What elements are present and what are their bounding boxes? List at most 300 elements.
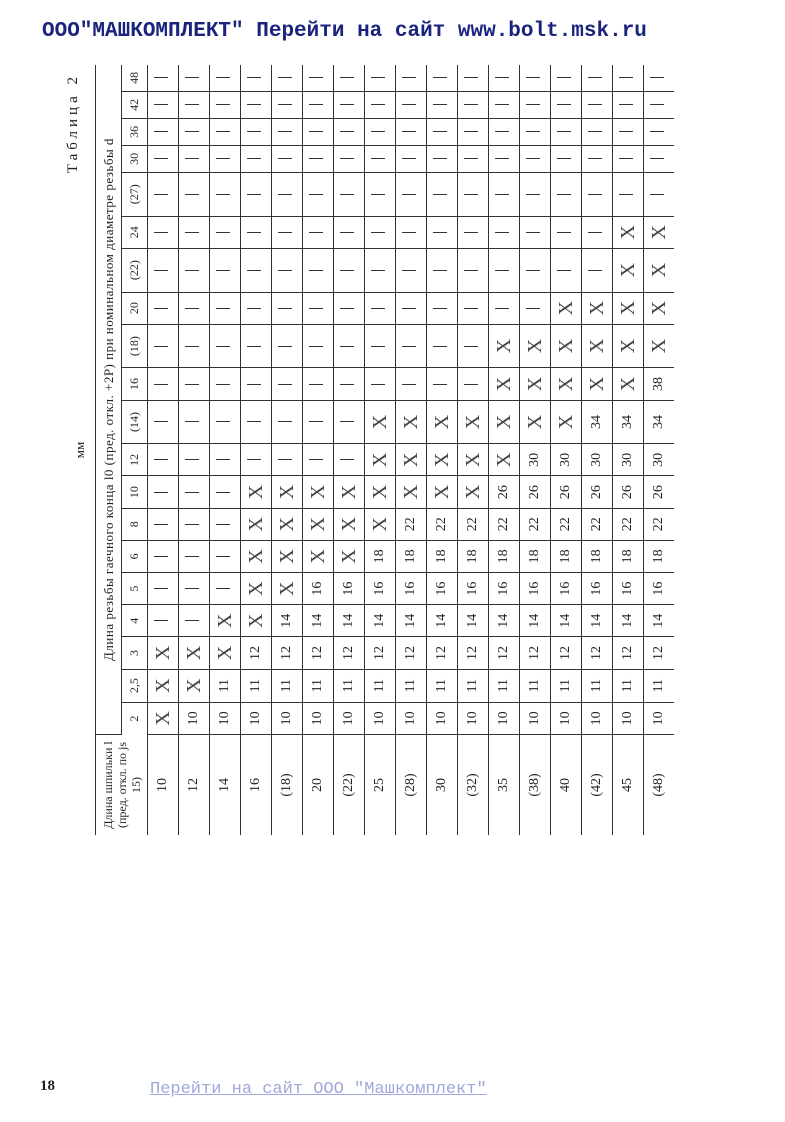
thread-length-value: 14 <box>489 605 520 637</box>
thread-length-value: 12 <box>489 637 520 669</box>
not-applicable-cell: X <box>582 368 613 400</box>
empty-dash-cell <box>241 248 272 292</box>
dash-mark <box>278 232 292 233</box>
diameter-header-cell: 6 <box>122 540 148 572</box>
not-applicable-cell: X <box>272 508 303 540</box>
stud-length-cell: (28) <box>396 735 427 836</box>
table-row <box>210 65 241 835</box>
dash-mark <box>464 77 478 78</box>
empty-dash-cell <box>334 400 365 444</box>
empty-dash-cell <box>396 145 427 172</box>
dash-mark <box>588 131 602 132</box>
dash-mark <box>278 158 292 159</box>
dash-mark <box>247 459 261 460</box>
thread-length-value: 10 <box>365 702 396 734</box>
empty-dash-cell <box>210 65 241 91</box>
empty-dash-cell <box>427 91 458 118</box>
dash-mark <box>402 77 416 78</box>
thread-length-value: 22 <box>644 508 675 540</box>
thread-length-value: 11 <box>582 669 613 702</box>
thread-length-value: 26 <box>582 476 613 508</box>
not-applicable-cell: X <box>582 324 613 368</box>
thread-length-value: 18 <box>551 540 582 572</box>
not-applicable-cell: X <box>427 476 458 508</box>
empty-dash-cell <box>427 368 458 400</box>
thread-length-value: 16 <box>644 573 675 605</box>
diameter-header-cell: 48 <box>122 65 148 91</box>
thread-length-value: 12 <box>303 637 334 669</box>
empty-dash-cell <box>210 400 241 444</box>
dash-mark <box>309 346 323 347</box>
empty-dash-cell <box>241 292 272 324</box>
dash-mark <box>247 158 261 159</box>
not-applicable-cell: X <box>644 292 675 324</box>
empty-dash-cell <box>303 172 334 216</box>
empty-dash-cell <box>179 368 210 400</box>
dash-mark <box>185 492 199 493</box>
dash-mark <box>340 232 354 233</box>
not-applicable-cell: X <box>396 400 427 444</box>
dash-mark <box>433 77 447 78</box>
dash-mark <box>216 131 230 132</box>
empty-dash-cell <box>458 172 489 216</box>
dash-mark <box>309 459 323 460</box>
dash-mark <box>278 131 292 132</box>
dash-mark <box>433 194 447 195</box>
dash-mark <box>402 232 416 233</box>
dash-mark <box>185 194 199 195</box>
diameter-header-cell: 24 <box>122 216 148 248</box>
empty-dash-cell <box>365 172 396 216</box>
not-applicable-cell: X <box>520 368 551 400</box>
empty-dash-cell <box>396 368 427 400</box>
not-applicable-cell: X <box>427 400 458 444</box>
thread-length-value: 14 <box>365 605 396 637</box>
dash-mark <box>185 620 199 621</box>
empty-dash-cell <box>148 324 179 368</box>
site-link[interactable]: Перейти на сайт www.bolt.msk.ru <box>256 20 647 43</box>
dash-mark <box>340 308 354 309</box>
empty-dash-cell <box>210 540 241 572</box>
dash-mark <box>526 232 540 233</box>
thread-length-value: 26 <box>551 476 582 508</box>
dash-mark <box>278 384 292 385</box>
thread-length-value: 16 <box>458 573 489 605</box>
empty-dash-cell <box>365 65 396 91</box>
empty-dash-cell <box>520 65 551 91</box>
empty-dash-cell <box>210 368 241 400</box>
empty-dash-cell <box>148 118 179 145</box>
dash-mark <box>433 104 447 105</box>
diameter-header-cell: 42 <box>122 91 148 118</box>
not-applicable-cell: X <box>458 400 489 444</box>
thread-length-value: 30 <box>582 444 613 476</box>
not-applicable-cell: X <box>520 324 551 368</box>
dash-mark <box>650 104 664 105</box>
dash-mark <box>588 158 602 159</box>
thread-length-value: 22 <box>489 508 520 540</box>
not-applicable-cell: X <box>489 368 520 400</box>
not-applicable-cell: X <box>148 637 179 669</box>
not-applicable-cell: X <box>334 476 365 508</box>
dash-mark <box>154 588 168 589</box>
bottom-site-link[interactable]: Перейти на сайт ООО "Машкомплект" <box>150 1080 487 1099</box>
dash-mark <box>495 232 509 233</box>
not-applicable-cell: X <box>551 292 582 324</box>
thread-length-value: 34 <box>582 400 613 444</box>
empty-dash-cell <box>210 444 241 476</box>
empty-dash-cell <box>210 248 241 292</box>
empty-dash-cell <box>520 292 551 324</box>
empty-dash-cell <box>520 172 551 216</box>
stud-length-cell: (42) <box>582 735 613 836</box>
thread-length-value: 11 <box>427 669 458 702</box>
stud-length-cell: (22) <box>334 735 365 836</box>
table-row <box>427 65 458 835</box>
dash-mark <box>464 384 478 385</box>
thread-length-value: 14 <box>396 605 427 637</box>
diameter-header-cell: 20 <box>122 292 148 324</box>
thread-length-value: 26 <box>613 476 644 508</box>
thread-length-value: 26 <box>489 476 520 508</box>
dash-mark <box>495 131 509 132</box>
thread-length-value: 10 <box>644 702 675 734</box>
empty-dash-cell <box>613 172 644 216</box>
not-applicable-cell: X <box>334 540 365 572</box>
dash-mark <box>278 104 292 105</box>
dash-mark <box>557 131 571 132</box>
table-row <box>551 65 582 835</box>
stud-length-cell: 14 <box>210 735 241 836</box>
diameter-header-cell: 8 <box>122 508 148 540</box>
dash-mark <box>216 194 230 195</box>
empty-dash-cell <box>582 65 613 91</box>
dash-mark <box>402 308 416 309</box>
dash-mark <box>216 588 230 589</box>
not-applicable-cell: X <box>241 540 272 572</box>
empty-dash-cell <box>241 118 272 145</box>
thread-length-value: 11 <box>365 669 396 702</box>
not-applicable-cell: X <box>241 508 272 540</box>
thread-length-value: 12 <box>582 637 613 669</box>
empty-dash-cell <box>458 118 489 145</box>
dash-mark <box>278 421 292 422</box>
units-label: мм <box>72 441 87 459</box>
dash-mark <box>433 158 447 159</box>
dash-mark <box>464 308 478 309</box>
thread-length-value: 10 <box>551 702 582 734</box>
dash-mark <box>154 158 168 159</box>
thread-length-value: 16 <box>520 573 551 605</box>
dash-mark <box>402 384 416 385</box>
diameter-header-cell: 30 <box>122 145 148 172</box>
dash-mark <box>154 232 168 233</box>
thread-length-value: 11 <box>551 669 582 702</box>
empty-dash-cell <box>148 91 179 118</box>
diameter-header-cell: 12 <box>122 444 148 476</box>
dash-mark <box>371 308 385 309</box>
dash-mark <box>309 158 323 159</box>
dash-mark <box>402 131 416 132</box>
thread-length-value: 11 <box>613 669 644 702</box>
not-applicable-cell: X <box>148 669 179 702</box>
dash-mark <box>588 77 602 78</box>
dash-mark <box>495 104 509 105</box>
empty-dash-cell <box>210 216 241 248</box>
dash-mark <box>154 308 168 309</box>
diameter-header-cell: 2,5 <box>122 669 148 702</box>
dash-mark <box>216 556 230 557</box>
stud-length-cell: 16 <box>241 735 272 836</box>
dash-mark <box>185 104 199 105</box>
dash-mark <box>495 77 509 78</box>
thread-length-value: 12 <box>458 637 489 669</box>
empty-dash-cell <box>644 91 675 118</box>
empty-dash-cell <box>396 324 427 368</box>
dash-mark <box>278 77 292 78</box>
not-applicable-cell: X <box>458 444 489 476</box>
dash-mark <box>278 459 292 460</box>
thread-length-value: 16 <box>334 573 365 605</box>
diameter-header-cell: (18) <box>122 324 148 368</box>
thread-length-value: 11 <box>644 669 675 702</box>
empty-dash-cell <box>427 324 458 368</box>
dash-mark <box>278 308 292 309</box>
empty-dash-cell <box>210 573 241 605</box>
not-applicable-cell: X <box>179 637 210 669</box>
dash-mark <box>154 384 168 385</box>
dash-mark <box>619 131 633 132</box>
table-row <box>241 65 272 835</box>
empty-dash-cell <box>148 216 179 248</box>
not-applicable-cell: X <box>551 324 582 368</box>
empty-dash-cell <box>272 292 303 324</box>
empty-dash-cell <box>210 476 241 508</box>
empty-dash-cell <box>613 145 644 172</box>
empty-dash-cell <box>272 400 303 444</box>
dash-mark <box>588 194 602 195</box>
dash-mark <box>340 131 354 132</box>
dash-mark <box>464 194 478 195</box>
not-applicable-cell: X <box>303 540 334 572</box>
diameter-header-cell: (27) <box>122 172 148 216</box>
dash-mark <box>433 384 447 385</box>
not-applicable-cell: X <box>644 324 675 368</box>
thread-length-value: 10 <box>582 702 613 734</box>
not-applicable-cell: X <box>365 444 396 476</box>
dash-mark <box>185 588 199 589</box>
dash-mark <box>247 308 261 309</box>
thread-length-value: 14 <box>334 605 365 637</box>
thread-length-value: 22 <box>613 508 644 540</box>
dash-mark <box>464 104 478 105</box>
thread-length-value: 14 <box>582 605 613 637</box>
empty-dash-cell <box>272 118 303 145</box>
empty-dash-cell <box>365 118 396 145</box>
dash-mark <box>371 158 385 159</box>
thread-length-value: 14 <box>272 605 303 637</box>
thread-length-value: 18 <box>396 540 427 572</box>
thread-length-value: 14 <box>427 605 458 637</box>
thread-length-value: 10 <box>396 702 427 734</box>
dash-mark <box>247 77 261 78</box>
empty-dash-cell <box>241 324 272 368</box>
dash-mark <box>247 384 261 385</box>
thread-length-value: 34 <box>644 400 675 444</box>
empty-dash-cell <box>489 216 520 248</box>
dash-mark <box>371 346 385 347</box>
empty-dash-cell <box>551 91 582 118</box>
dash-mark <box>557 158 571 159</box>
page-number: 18 <box>40 1078 55 1094</box>
dash-mark <box>154 459 168 460</box>
table-row <box>179 65 210 835</box>
empty-dash-cell <box>272 324 303 368</box>
empty-dash-cell <box>303 368 334 400</box>
dash-mark <box>371 232 385 233</box>
table-row <box>396 65 427 835</box>
empty-dash-cell <box>272 368 303 400</box>
empty-dash-cell <box>427 145 458 172</box>
dash-mark <box>526 77 540 78</box>
dash-mark <box>247 421 261 422</box>
dash-mark <box>154 104 168 105</box>
stud-length-cell: (38) <box>520 735 551 836</box>
empty-dash-cell <box>272 65 303 91</box>
dash-mark <box>588 232 602 233</box>
thread-length-value: 11 <box>520 669 551 702</box>
not-applicable-cell: X <box>334 508 365 540</box>
empty-dash-cell <box>365 292 396 324</box>
dash-mark <box>371 131 385 132</box>
stud-length-cell: 25 <box>365 735 396 836</box>
not-applicable-cell: X <box>644 216 675 248</box>
empty-dash-cell <box>396 216 427 248</box>
empty-dash-cell <box>613 65 644 91</box>
dash-mark <box>340 346 354 347</box>
rotated-content <box>65 65 765 835</box>
dash-mark <box>216 232 230 233</box>
thread-length-value: 14 <box>551 605 582 637</box>
thread-length-value: 18 <box>489 540 520 572</box>
dash-mark <box>309 232 323 233</box>
empty-dash-cell <box>396 65 427 91</box>
empty-dash-cell <box>210 324 241 368</box>
stud-length-cell: (18) <box>272 735 303 836</box>
diameter-header-cell: 3 <box>122 637 148 669</box>
dash-mark <box>185 346 199 347</box>
dash-mark <box>340 459 354 460</box>
empty-dash-cell <box>334 368 365 400</box>
empty-dash-cell <box>179 605 210 637</box>
dash-mark <box>185 421 199 422</box>
dash-mark <box>588 104 602 105</box>
dash-mark <box>340 158 354 159</box>
empty-dash-cell <box>303 216 334 248</box>
empty-dash-cell <box>644 172 675 216</box>
thread-length-value: 11 <box>241 669 272 702</box>
empty-dash-cell <box>303 444 334 476</box>
empty-dash-cell <box>272 172 303 216</box>
thread-length-value: 16 <box>396 573 427 605</box>
empty-dash-cell <box>365 216 396 248</box>
thread-length-value: 22 <box>520 508 551 540</box>
not-applicable-cell: X <box>520 400 551 444</box>
dash-mark <box>650 77 664 78</box>
thread-length-value: 11 <box>210 669 241 702</box>
thread-length-value: 12 <box>613 637 644 669</box>
dash-mark <box>154 131 168 132</box>
dash-mark <box>309 77 323 78</box>
dash-mark <box>247 131 261 132</box>
empty-dash-cell <box>334 292 365 324</box>
dash-mark <box>433 270 447 271</box>
empty-dash-cell <box>396 292 427 324</box>
thread-length-value: 16 <box>427 573 458 605</box>
dash-mark <box>154 270 168 271</box>
empty-dash-cell <box>427 248 458 292</box>
empty-dash-cell <box>179 400 210 444</box>
empty-dash-cell <box>396 91 427 118</box>
diameter-header-cell: 16 <box>122 368 148 400</box>
diameter-header-cell: (22) <box>122 248 148 292</box>
empty-dash-cell <box>334 248 365 292</box>
thread-length-value: 22 <box>551 508 582 540</box>
empty-dash-cell <box>179 324 210 368</box>
dash-mark <box>371 270 385 271</box>
empty-dash-cell <box>210 91 241 118</box>
empty-dash-cell <box>179 216 210 248</box>
empty-dash-cell <box>241 91 272 118</box>
dash-mark <box>247 270 261 271</box>
thread-length-value: 11 <box>396 669 427 702</box>
empty-dash-cell <box>148 476 179 508</box>
thread-length-value: 10 <box>210 702 241 734</box>
not-applicable-cell: X <box>551 368 582 400</box>
empty-dash-cell <box>334 172 365 216</box>
empty-dash-cell <box>520 91 551 118</box>
empty-dash-cell <box>179 476 210 508</box>
dash-mark <box>650 158 664 159</box>
dash-mark <box>185 308 199 309</box>
empty-dash-cell <box>334 65 365 91</box>
stud-length-cell: 30 <box>427 735 458 836</box>
dash-mark <box>154 194 168 195</box>
not-applicable-cell: X <box>210 637 241 669</box>
dash-mark <box>216 158 230 159</box>
empty-dash-cell <box>644 145 675 172</box>
thread-length-value: 11 <box>303 669 334 702</box>
dash-mark <box>619 194 633 195</box>
empty-dash-cell <box>210 118 241 145</box>
empty-dash-cell <box>334 118 365 145</box>
thread-length-value: 18 <box>582 540 613 572</box>
empty-dash-cell <box>551 248 582 292</box>
dash-mark <box>526 194 540 195</box>
dash-mark <box>309 131 323 132</box>
not-applicable-cell: X <box>179 669 210 702</box>
thread-length-value: 12 <box>644 637 675 669</box>
empty-dash-cell <box>520 216 551 248</box>
dash-mark <box>216 104 230 105</box>
thread-length-value: 18 <box>427 540 458 572</box>
dash-mark <box>495 194 509 195</box>
empty-dash-cell <box>241 216 272 248</box>
dash-mark <box>433 346 447 347</box>
thread-length-value: 10 <box>613 702 644 734</box>
dash-mark <box>557 232 571 233</box>
table-row <box>582 65 613 835</box>
